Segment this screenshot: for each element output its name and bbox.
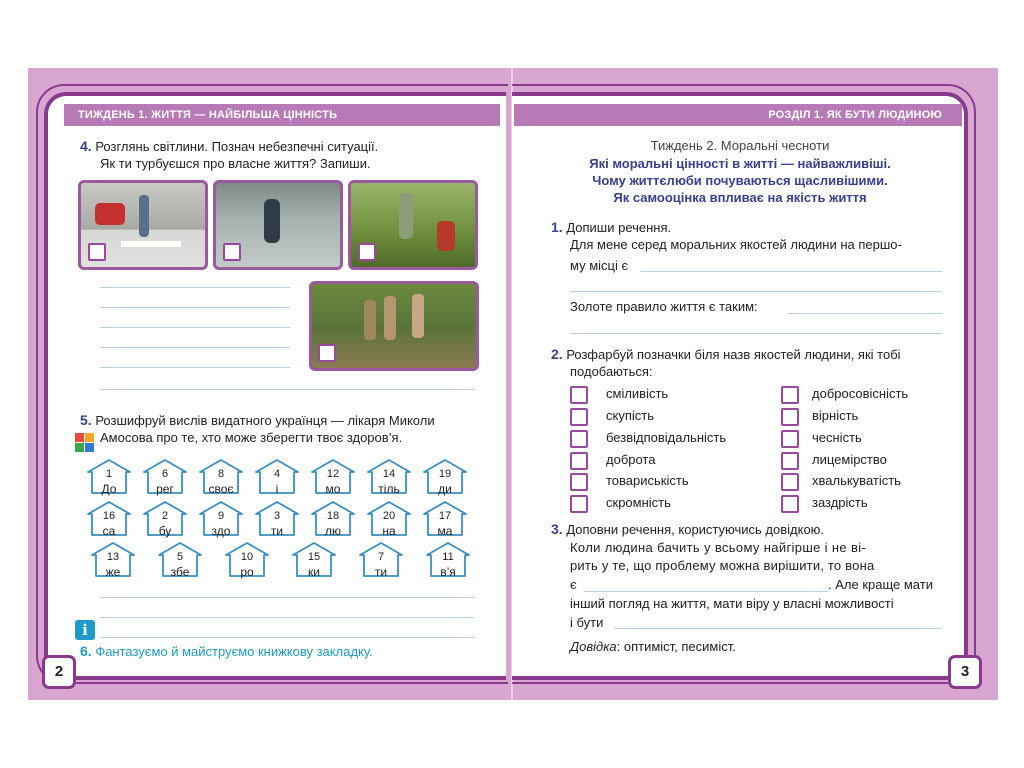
quality-label: безвідповідальність	[606, 430, 727, 445]
right-heading-line1: Які моральні цінності в житті — найважливіші.	[589, 156, 891, 171]
house-syllable: збе	[170, 565, 190, 579]
house-syllable: тіль	[378, 482, 400, 496]
quality-label: добросовісність	[812, 386, 909, 401]
task3-line4-end: . Але краще мати	[828, 577, 933, 592]
task4-line1: Розглянь світлини. Познач небезпечні ситуації.	[95, 139, 379, 154]
answer-line[interactable]	[640, 271, 942, 272]
writing-line[interactable]	[100, 617, 474, 618]
house-syllable: ди	[438, 482, 452, 496]
house-number: 19	[438, 468, 452, 480]
house-number: 4	[273, 468, 281, 480]
house-number: 1	[105, 468, 113, 480]
cipher-house	[308, 500, 358, 536]
house-number: 3	[273, 510, 281, 522]
house-syllable: ти	[374, 565, 388, 579]
house-syllable: мо	[325, 482, 341, 496]
cipher-house	[155, 541, 205, 577]
answer-line[interactable]	[584, 591, 828, 592]
cipher-house	[423, 541, 473, 577]
cipher-house	[84, 458, 134, 494]
house-syllable: бу	[158, 524, 172, 538]
cipher-house	[140, 500, 190, 536]
quality-checkbox[interactable]	[570, 495, 588, 513]
quality-label: сміливість	[606, 386, 669, 401]
task3-hint	[570, 638, 736, 656]
quality-checkbox[interactable]	[570, 430, 588, 448]
task4-line2: Як ти турбуєшся про власне життя? Запиши.	[100, 156, 371, 171]
task1-prompt	[551, 218, 671, 237]
house-syllable: рег	[156, 482, 174, 496]
cipher-house	[252, 500, 302, 536]
task1-line4: Золоте правило життя є таким:	[570, 299, 758, 314]
task1-line1: Допиши речення.	[566, 220, 672, 235]
writing-line[interactable]	[100, 327, 290, 328]
quality-checkbox[interactable]	[781, 452, 799, 470]
house-syllable: здо	[211, 524, 231, 538]
quality-checkbox[interactable]	[781, 473, 799, 491]
right-subtitle: Тиждень 2. Моральні чесноти	[650, 138, 830, 153]
hint-text: : оптиміст, песиміст.	[616, 639, 736, 654]
photo1-checkbox[interactable]	[88, 243, 106, 261]
task6-number: 6.	[80, 643, 92, 659]
quality-checkbox[interactable]	[570, 452, 588, 470]
cipher-house	[252, 458, 302, 494]
quality-label: скупість	[606, 408, 654, 423]
cipher-house	[222, 541, 272, 577]
crosswalk-stripe	[121, 241, 181, 247]
quality-checkbox[interactable]	[781, 430, 799, 448]
cipher-house	[364, 458, 414, 494]
house-syllable: лю	[324, 524, 341, 538]
task2-number: 2.	[551, 346, 563, 362]
cipher-house	[140, 458, 190, 494]
photo4-checkbox[interactable]	[318, 344, 336, 362]
house-syllable: ро	[240, 565, 254, 579]
info-icon[interactable]: i	[75, 620, 95, 640]
house-number: 13	[106, 551, 120, 563]
task3-line4-start: є	[570, 577, 577, 592]
house-number: 8	[217, 468, 225, 480]
task3-line5: інший погляд на життя, мати віру у власні можливості	[570, 596, 894, 611]
left-outer-border	[36, 84, 508, 684]
house-number: 7	[377, 551, 385, 563]
right-heading-line3: Як самооцінка впливає на якість життя	[613, 190, 867, 205]
photo2-checkbox[interactable]	[223, 243, 241, 261]
task1-line2: Для мене серед моральних якостей людини на першо-	[570, 237, 902, 252]
child-standing	[399, 193, 413, 239]
child-sitting	[437, 221, 455, 251]
house-syllable: ти	[270, 524, 284, 538]
house-number: 12	[326, 468, 340, 480]
house-syllable: са	[102, 524, 116, 538]
quality-label: доброта	[606, 452, 656, 467]
task3-prompt	[551, 520, 824, 539]
writing-line[interactable]	[100, 597, 474, 598]
answer-line[interactable]	[614, 628, 942, 629]
cipher-house	[88, 541, 138, 577]
quality-label: хвалькуватість	[812, 473, 901, 488]
house-syllable: на	[382, 524, 396, 538]
hiker-2	[384, 296, 396, 340]
answer-line[interactable]	[788, 313, 942, 314]
house-number: 2	[161, 510, 169, 522]
left-header: ТИЖДЕНЬ 1. ЖИТТЯ — НАЙБІЛЬША ЦІННІСТЬ	[64, 104, 500, 126]
hiker-3	[412, 294, 424, 338]
writing-line[interactable]	[100, 637, 474, 638]
photo3-checkbox[interactable]	[358, 243, 376, 261]
house-number: 16	[102, 510, 116, 522]
quality-label: скромність	[606, 495, 671, 510]
house-syllable: До	[101, 482, 117, 496]
house-number: 5	[176, 551, 184, 563]
house-number: 18	[326, 510, 340, 522]
task2-line2: подобаються:	[570, 364, 653, 379]
house-number: 10	[240, 551, 254, 563]
cipher-house	[84, 500, 134, 536]
task3-line2: Коли людина бачить у всьому найгірше і не ві-	[570, 540, 867, 555]
task2-prompt	[551, 345, 901, 364]
quality-label: вірність	[812, 408, 859, 423]
writing-line[interactable]	[100, 347, 290, 348]
writing-line[interactable]	[100, 307, 290, 308]
task3-line3: рить у те, що проблему можна вирішити, то вона	[570, 558, 875, 573]
cipher-house	[289, 541, 339, 577]
house-syllable: же	[105, 565, 121, 579]
right-header: РОЗДІЛ 1. ЯК БУТИ ЛЮДИНОЮ	[514, 104, 962, 126]
quality-label: чесність	[812, 430, 862, 445]
house-number: 11	[442, 551, 454, 563]
quality-checkbox[interactable]	[570, 473, 588, 491]
task1-number: 1.	[551, 219, 563, 235]
task6-prompt	[80, 642, 373, 661]
quality-label: заздрість	[812, 495, 868, 510]
house-number: 20	[382, 510, 396, 522]
writing-line[interactable]	[100, 287, 290, 288]
right-heading-line2: Чому життєлюби почуваються щасливішими.	[592, 173, 888, 188]
writing-line[interactable]	[100, 367, 290, 368]
task2-line1: Розфарбуй позначки біля назв якостей людини, які тобі	[566, 347, 901, 362]
answer-line[interactable]	[570, 291, 942, 292]
house-syllable: ма	[437, 524, 453, 538]
house-syllable: своє	[208, 482, 234, 496]
task4-prompt	[80, 137, 378, 156]
house-syllable: і	[275, 482, 279, 496]
cipher-house	[196, 500, 246, 536]
task3-line1: Доповни речення, користуючись довідкою.	[566, 522, 825, 537]
cipher-house	[420, 458, 470, 494]
puzzle-icon	[75, 433, 95, 453]
child-figure	[139, 195, 149, 237]
house-number: 17	[438, 510, 452, 522]
task3-number: 3.	[551, 521, 563, 537]
boy-figure	[264, 199, 280, 243]
task6-text: Фантазуємо й майструємо книжкову закладку.	[95, 644, 373, 659]
quality-label: товариськість	[606, 473, 689, 488]
page-number-right: 3	[948, 655, 982, 689]
quality-checkbox[interactable]	[570, 386, 588, 404]
house-syllable: в’я	[440, 565, 456, 579]
house-number: 15	[307, 551, 321, 563]
quality-checkbox[interactable]	[570, 408, 588, 426]
task5-prompt	[80, 411, 435, 430]
hint-label: Довідка	[570, 639, 617, 654]
hiker-1	[364, 300, 376, 340]
quality-checkbox[interactable]	[781, 495, 799, 513]
house-number: 6	[161, 468, 169, 480]
answer-line[interactable]	[570, 333, 942, 334]
house-number: 14	[382, 468, 396, 480]
task3-line6: і бути	[570, 615, 604, 630]
writing-line[interactable]	[100, 389, 474, 390]
task5-line2: Амосова про те, хто може зберегти твоє здоров’я.	[100, 430, 403, 445]
house-number: 9	[217, 510, 225, 522]
page-number-left: 2	[42, 655, 76, 689]
quality-checkbox[interactable]	[781, 386, 799, 404]
house-syllable: ки	[308, 565, 320, 579]
cipher-house	[420, 500, 470, 536]
cipher-house	[356, 541, 406, 577]
car-shape	[95, 203, 125, 225]
cipher-house	[364, 500, 414, 536]
cipher-house	[308, 458, 358, 494]
task1-line3: му місці є	[570, 258, 629, 273]
task5-line1: Розшифруй вислів видатного українця — лікаря Миколи	[95, 413, 435, 428]
quality-label: лицемірство	[812, 452, 887, 467]
task4-number: 4.	[80, 138, 92, 154]
quality-checkbox[interactable]	[781, 408, 799, 426]
task5-number: 5.	[80, 412, 92, 428]
cipher-house	[196, 458, 246, 494]
